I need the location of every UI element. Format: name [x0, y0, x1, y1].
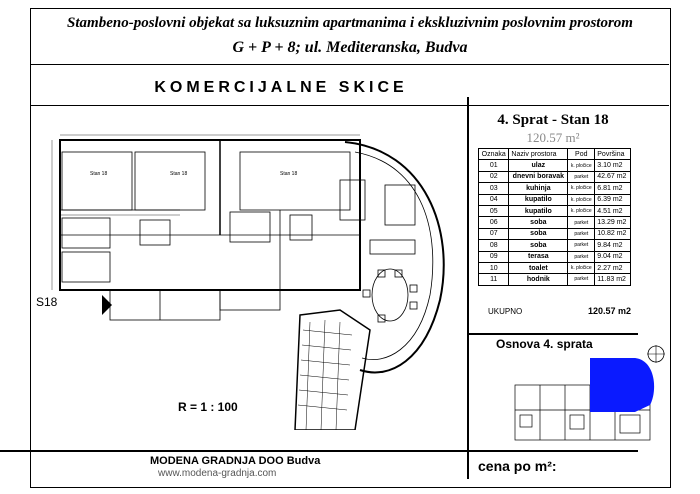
table-header-row	[479, 149, 631, 160]
table-row	[479, 194, 631, 205]
room-floor: k. pločice	[568, 160, 595, 171]
room-floor: k. pločice	[568, 262, 595, 273]
room-id: 01	[479, 160, 509, 171]
bedroom-label-c: Stan 18	[280, 171, 298, 177]
table-row	[479, 274, 631, 285]
room-name: dnevni boravak	[509, 171, 568, 182]
room-area: 10.82 m2	[595, 228, 631, 239]
room-name: terasa	[509, 251, 568, 262]
table-row	[479, 183, 631, 194]
highlighted-unit-area	[590, 358, 654, 412]
floor-plan-drawing	[40, 130, 465, 430]
location-plan-drawing	[510, 350, 660, 445]
room-floor: parket	[568, 251, 595, 262]
unit-area: 120.57 m²	[526, 130, 580, 145]
room-name: soba	[509, 217, 568, 228]
section-title: KOMERCIJALNE SKICE	[154, 79, 408, 96]
floor-plan-label: Osnova 4. sprata	[496, 337, 593, 351]
unit-title: 4. Sprat - Stan 18	[497, 112, 609, 128]
unit-marker-label: S18	[36, 295, 58, 309]
room-id: 04	[479, 194, 509, 205]
col-header-floor: Pod	[568, 149, 595, 160]
room-id: 06	[479, 217, 509, 228]
table-row	[479, 205, 631, 216]
room-id: 10	[479, 262, 509, 273]
room-area: 11.83 m2	[595, 274, 631, 285]
price-label: cena po m²:	[478, 458, 557, 474]
room-name: kuhinja	[509, 183, 568, 194]
room-area: 6.39 m2	[595, 194, 631, 205]
room-area: 4.51 m2	[595, 205, 631, 216]
room-floor: k. pločice	[568, 205, 595, 216]
section-header	[31, 66, 669, 106]
project-address: G + P + 8; ul. Mediteranska, Budva	[232, 39, 468, 56]
col-header-name: Naziv prostora	[509, 149, 568, 160]
room-id: 03	[479, 183, 509, 194]
room-name: hodnik	[509, 274, 568, 285]
room-floor: parket	[568, 274, 595, 285]
room-floor: k. pločice	[568, 183, 595, 194]
panel-divider	[467, 97, 469, 479]
room-area: 6.81 m2	[595, 183, 631, 194]
room-table	[478, 148, 631, 286]
room-name: soba	[509, 228, 568, 239]
table-row	[479, 251, 631, 262]
room-area: 2.27 m2	[595, 262, 631, 273]
bedroom-label-a: Stan 18	[90, 171, 108, 177]
room-floor: k. pločice	[568, 194, 595, 205]
table-row	[479, 171, 631, 182]
table-row	[479, 262, 631, 273]
col-header-area: Površina	[595, 149, 631, 160]
table-row	[479, 240, 631, 251]
room-id: 11	[479, 274, 509, 285]
room-area: 3.10 m2	[595, 160, 631, 171]
room-area: 42.67 m2	[595, 171, 631, 182]
room-id: 07	[479, 228, 509, 239]
room-name: ulaz	[509, 160, 568, 171]
north-arrow-icon	[646, 344, 666, 364]
room-area: 9.84 m2	[595, 240, 631, 251]
room-name: kupatilo	[509, 205, 568, 216]
total-value: 120.57 m2	[587, 306, 631, 316]
bedroom-label-b: Stan 18	[170, 171, 188, 177]
unit-marker-arrow	[102, 295, 112, 315]
company-website: www.modena-gradnja.com	[158, 468, 277, 479]
company-name: MODENA GRADNJA DOO Budva	[150, 455, 321, 467]
drawing-scale: R = 1 : 100	[178, 400, 238, 414]
room-floor: parket	[568, 240, 595, 251]
room-id: 02	[479, 171, 509, 182]
room-id: 08	[479, 240, 509, 251]
room-name: soba	[509, 240, 568, 251]
room-name: toalet	[509, 262, 568, 273]
total-label: UKUPNO	[488, 307, 523, 316]
room-floor: parket	[568, 217, 595, 228]
table-row	[479, 217, 631, 228]
room-area: 13.29 m2	[595, 217, 631, 228]
room-area: 9.04 m2	[595, 251, 631, 262]
col-header-id: Oznaka	[479, 149, 509, 160]
room-id: 05	[479, 205, 509, 216]
footer-divider	[0, 450, 638, 452]
document-header	[31, 9, 669, 65]
room-floor: parket	[568, 171, 595, 182]
room-id: 09	[479, 251, 509, 262]
room-floor: parket	[568, 228, 595, 239]
room-name: kupatilo	[509, 194, 568, 205]
table-row	[479, 228, 631, 239]
table-row	[479, 160, 631, 171]
table-divider	[468, 333, 638, 335]
project-title: Stambeno-poslovni objekat sa luksuznim apartmanima i ekskluzivnim poslovnim prostorom	[67, 15, 633, 31]
